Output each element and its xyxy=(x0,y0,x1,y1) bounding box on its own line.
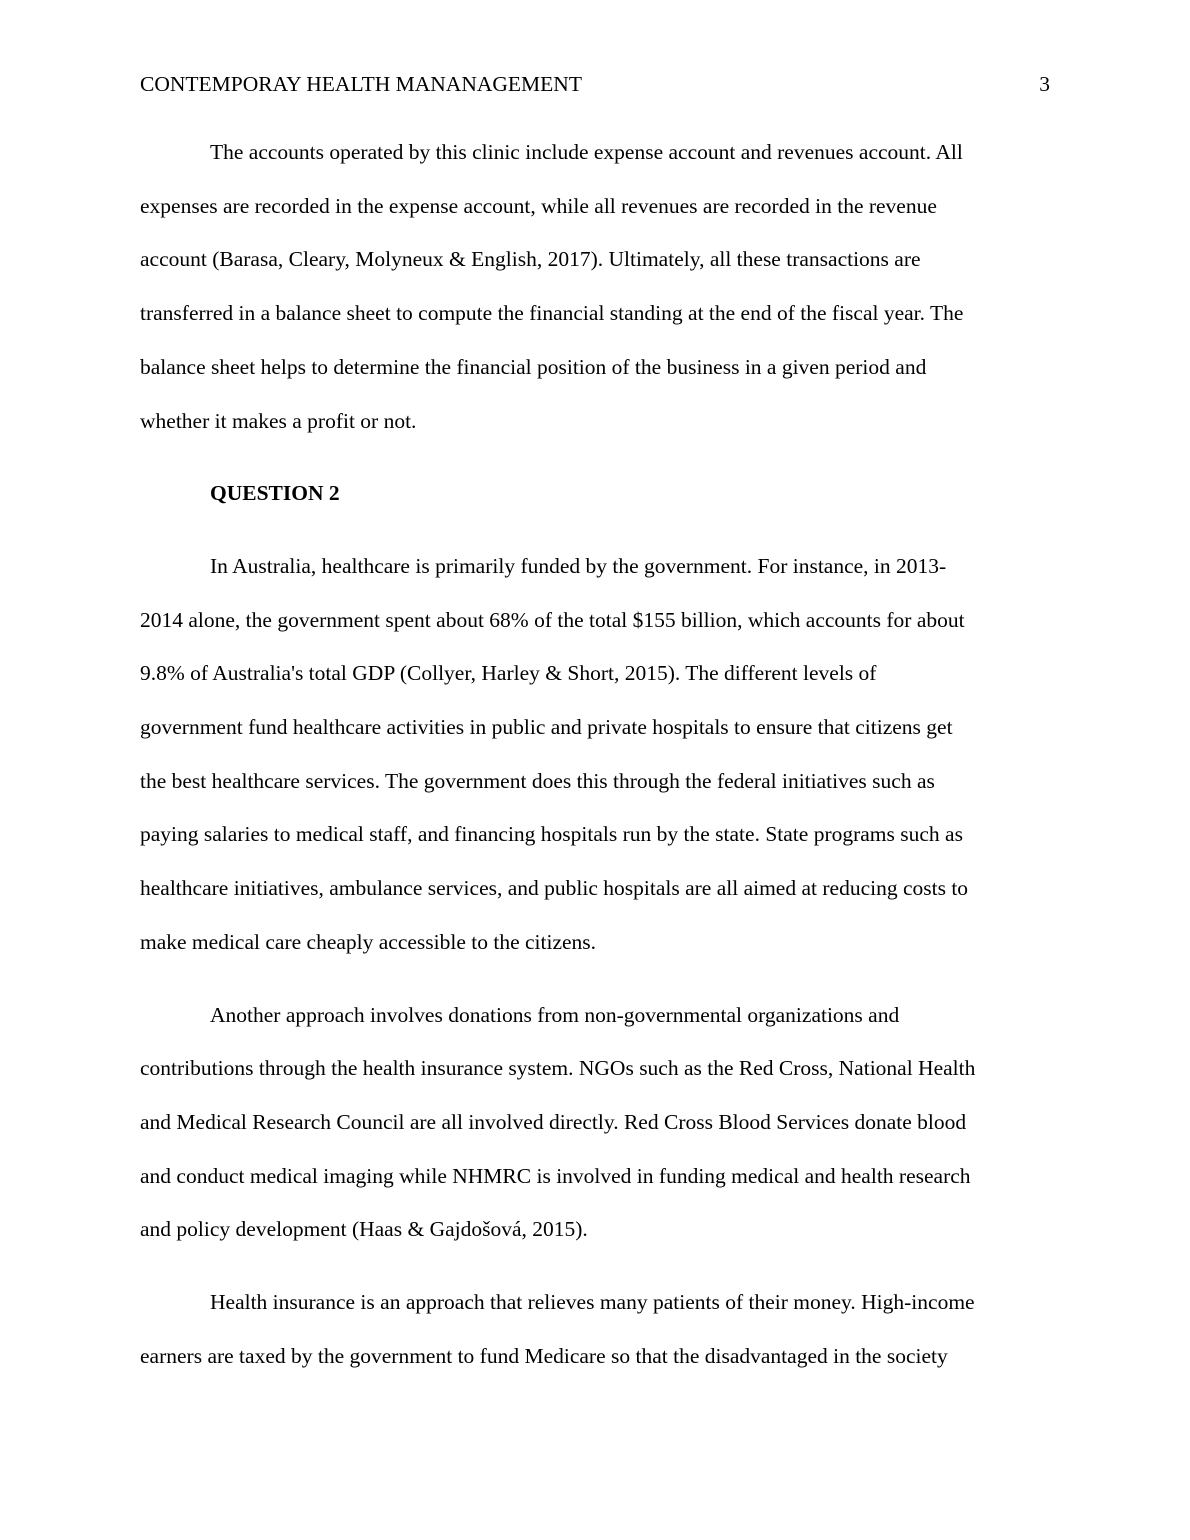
text-line: Another approach involves donations from non-governmental organizations and xyxy=(210,1002,900,1027)
paragraph-government-funding xyxy=(140,540,1050,970)
text-line: In Australia, healthcare is primarily funded by the government. For instance, in 2013- xyxy=(210,553,947,578)
paragraph-accounts xyxy=(140,126,1050,448)
question-heading: QUESTION 2 xyxy=(210,481,340,506)
text-line: account (Barasa, Cleary, Molyneux & English, 2017). Ultimately, all these transactions are xyxy=(140,247,921,272)
text-line: make medical care cheaply accessible to the citizens. xyxy=(140,929,597,954)
text-line: transferred in a balance sheet to compute the financial standing at the end of the fiscal year. The xyxy=(140,301,964,326)
text-line: and Medical Research Council are all involved directly. Red Cross Blood Services donate blood xyxy=(140,1109,967,1134)
paragraph-ngo-donations xyxy=(140,989,1050,1258)
text-line: healthcare initiatives, ambulance services, and public hospitals are all aimed at reducing costs to xyxy=(140,876,969,901)
text-line: paying salaries to medical staff, and financing hospitals run by the state. State programs such as xyxy=(140,822,963,847)
text-line: 9.8% of Australia's total GDP (Collyer, Harley & Short, 2015). The different levels of xyxy=(140,661,877,686)
running-head: CONTEMPORAY HEALTH MANANAGEMENT xyxy=(140,72,582,96)
text-line: whether it makes a profit or not. xyxy=(140,408,417,433)
text-line: earners are taxed by the government to fund Medicare so that the disadvantaged in the society xyxy=(140,1343,948,1368)
page-number: 3 xyxy=(1039,72,1050,96)
text-line: and policy development (Haas & Gajdošová, 2015). xyxy=(140,1217,588,1242)
paragraph-health-insurance xyxy=(140,1276,1050,1383)
text-line: Health insurance is an approach that relieves many patients of their money. High-income xyxy=(210,1290,975,1315)
text-line: the best healthcare services. The government does this through the federal initiatives such as xyxy=(140,768,935,793)
text-line: 2014 alone, the government spent about 68% of the total $155 billion, which accounts for about xyxy=(140,607,965,632)
text-line: government fund healthcare activities in public and private hospitals to ensure that citizens get xyxy=(140,715,953,740)
body-text xyxy=(140,126,1050,1402)
text-line: balance sheet helps to determine the financial position of the business in a given period and xyxy=(140,354,927,379)
text-line: The accounts operated by this clinic include expense account and revenues account. All xyxy=(210,140,963,164)
text-line: and conduct medical imaging while NHMRC is involved in funding medical and health research xyxy=(140,1163,971,1188)
text-line: expenses are recorded in the expense account, while all revenues are recorded in the revenue xyxy=(140,193,937,218)
text-line: contributions through the health insurance system. NGOs such as the Red Cross, National Health xyxy=(140,1056,976,1081)
